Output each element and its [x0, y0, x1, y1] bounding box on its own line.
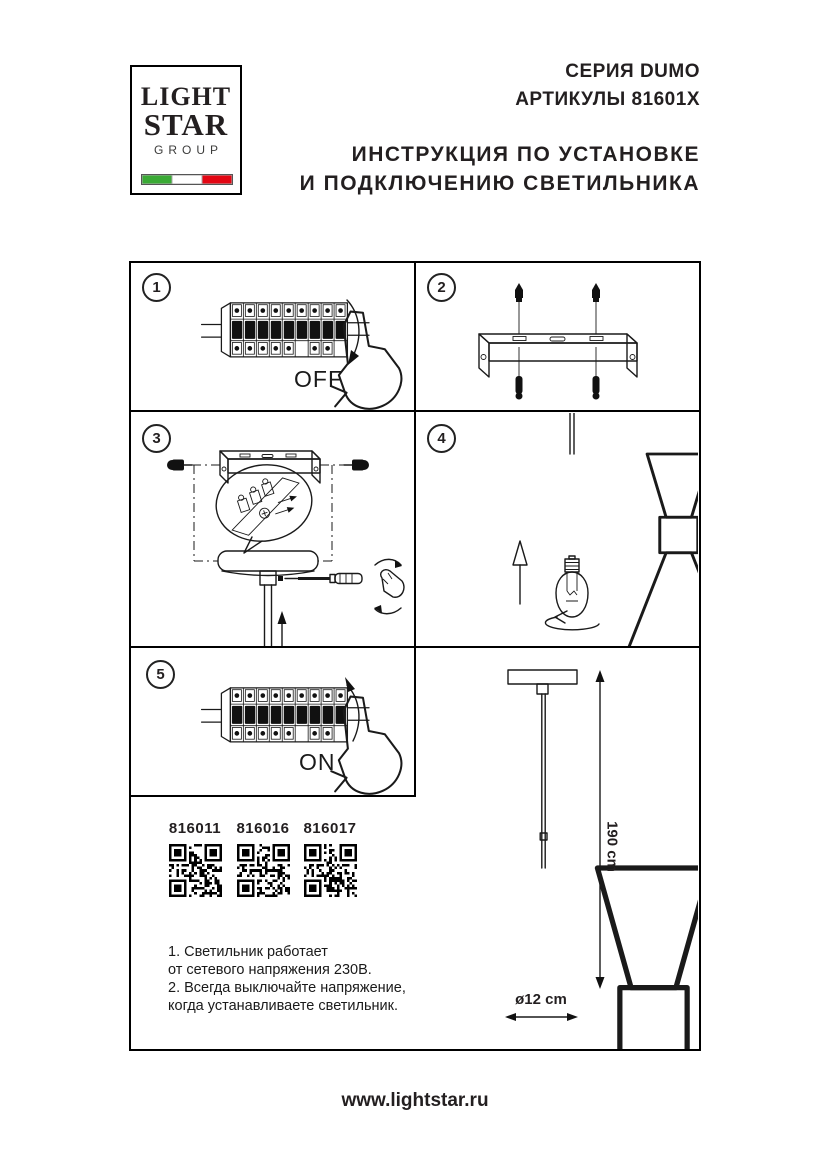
website-url: www.lightstar.ru: [341, 1090, 489, 1111]
screwdriver-icon: [285, 574, 362, 584]
series-title: СЕРИЯ DUMO: [565, 61, 700, 82]
qr-item: [231, 820, 295, 897]
step-circle-4: 4: [427, 424, 456, 453]
note-line: от сетевого напряжения 230В.: [168, 962, 372, 978]
step-3-wiring-illustration: [132, 413, 413, 646]
flag-white-segment: [172, 175, 202, 184]
mounting-bracket-icon: [479, 334, 637, 377]
step-circle-2: 2: [427, 273, 456, 302]
logo-word-star: STAR: [143, 107, 229, 142]
on-label: ON: [299, 749, 336, 775]
step-circle-3: 3: [142, 424, 171, 453]
article-number: 816017: [303, 820, 357, 837]
pendant-cord: [570, 413, 574, 454]
diameter-dimension-line: [505, 1013, 578, 1021]
step-circle-1: 1: [142, 273, 171, 302]
document-titles: [300, 58, 700, 198]
pendant-dimension-drawing: [417, 649, 698, 1049]
ceiling-canopy-icon: [218, 551, 318, 646]
qr-code: [304, 844, 357, 897]
screw-icon: [515, 283, 523, 400]
light-bulb-icon: [556, 556, 588, 617]
grid-divider-row2: [131, 646, 699, 648]
qr-code: [237, 844, 290, 897]
arrow-up-icon: [278, 611, 287, 646]
lightstar-logo: [130, 65, 242, 195]
mounting-bracket-icon: [220, 451, 320, 483]
article-number: 816016: [236, 820, 290, 837]
arrow-down-icon: [347, 300, 359, 365]
qr-code: [169, 844, 222, 897]
note-line: 1. Светильник работает: [168, 944, 328, 960]
grid-divider-row1: [131, 410, 699, 412]
article-number: 816011: [168, 820, 222, 837]
instruction-title-line2: И ПОДКЛЮЧЕНИЮ СВЕТИЛЬНИКА: [299, 172, 700, 195]
flag-red-segment: [202, 175, 232, 184]
qr-item: [163, 820, 227, 897]
logo-word-light: LIGHT: [140, 82, 232, 111]
logo-word-group: GROUP: [153, 143, 223, 157]
step-2-bracket-illustration: [417, 264, 698, 410]
safety-notes: [168, 943, 406, 1015]
height-dimension-label: 190 cm: [603, 821, 621, 872]
step-1-breaker-off-illustration: [132, 264, 413, 410]
off-label: OFF: [294, 366, 343, 392]
lamp-shade-icon: [553, 868, 698, 1049]
diameter-dimension-label: ø12 cm: [515, 991, 567, 1008]
turning-hand-icon: [374, 559, 404, 613]
side-bolt-icon: [320, 460, 369, 471]
flag-green-segment: [142, 175, 172, 184]
screw-icon: [592, 283, 600, 400]
qr-item: [298, 820, 362, 897]
note-line: когда устанавливаете светильник.: [168, 998, 399, 1014]
rotate-arrow-icon: [545, 611, 599, 630]
pendant-rod: [540, 694, 547, 868]
alignment-guides: [194, 465, 332, 561]
italian-flag-bar: [141, 174, 233, 185]
grid-divider-row3-left: [131, 795, 416, 797]
articles-title: АРТИКУЛЫ 81601X: [515, 89, 700, 110]
step-5-breaker-on-illustration: [132, 649, 413, 795]
step-4-shade-bulb-illustration: [417, 413, 698, 646]
step-circle-5: 5: [146, 660, 175, 689]
ceiling-plate-icon: [508, 670, 577, 694]
instruction-title-line1: ИНСТРУКЦИЯ ПО УСТАНОВКЕ: [351, 143, 700, 166]
lamp-shade-icon: [622, 454, 698, 646]
arrow-up-icon: [513, 541, 527, 604]
grid-vertical-divider: [414, 263, 416, 797]
note-line: 2. Всегда выключайте напряжение,: [168, 980, 406, 996]
